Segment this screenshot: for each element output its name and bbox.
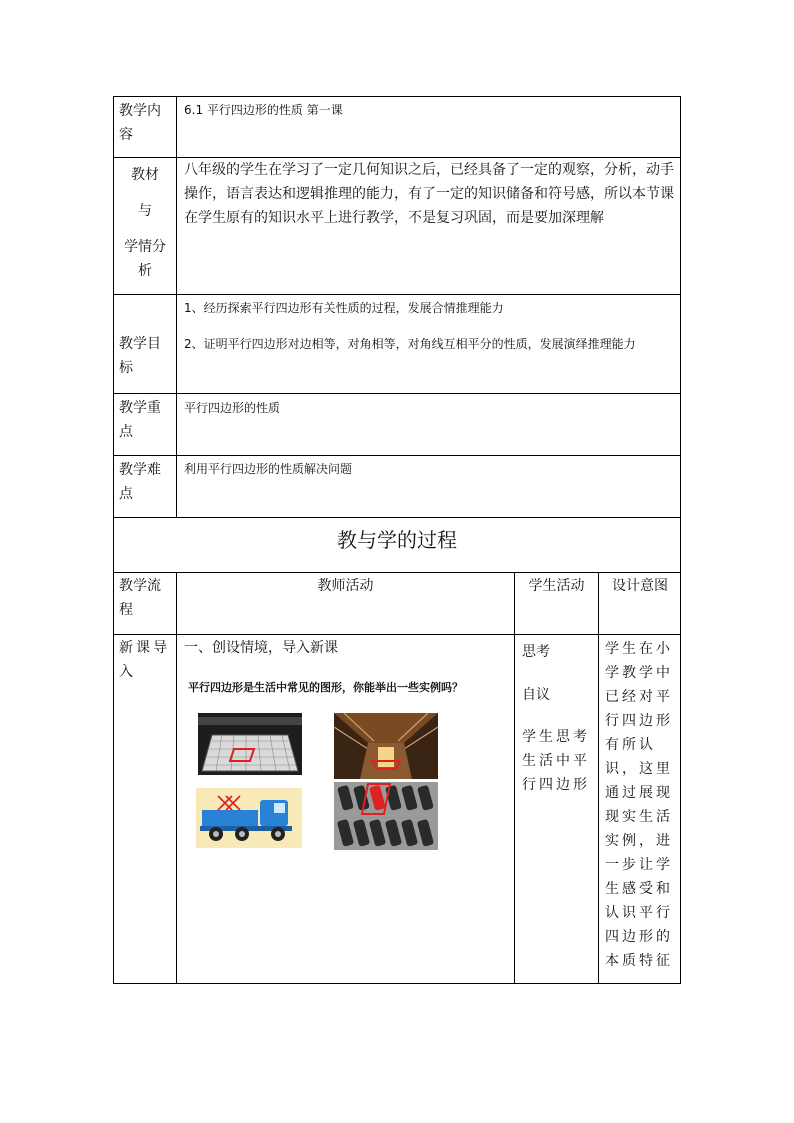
student-discuss: 自议 — [522, 687, 550, 703]
label-content: 教学内容 — [119, 103, 161, 143]
material-text: 八年级的学生在学习了一定几何知识之后，已经具备了一定的观察，分析，动手操作，语言表达和逻辑推理的能力，有了一定的知识储备和符号感，所以本节课在学生原有的知识水平上进行教学，不是复习巩固，而是要加深理解 — [184, 162, 674, 226]
col-header-intent: 设计意图 — [612, 578, 668, 594]
hall-ceiling-image — [334, 713, 438, 779]
key-point-text: 平行四边形的性质 — [184, 401, 281, 415]
col-header-teacher: 教师活动 — [317, 578, 374, 594]
difficulty-text: 利用平行四边形的性质解决问题 — [184, 462, 353, 476]
label-material-3: 学情分 — [124, 239, 166, 255]
row-line — [113, 455, 681, 456]
label-material-1: 教材 — [131, 167, 159, 183]
goal-1: 1、经历探索平行四边形有关性质的过程，发展合情推理能力 — [184, 301, 504, 315]
row-line — [113, 634, 681, 635]
design-intent: 学生在小学教学中已经对平行四边形有所认识，这里通过展现现实生活实例，进一步让学生感受和认识平行四边形的本质特征 — [605, 641, 673, 969]
truck-image — [196, 788, 302, 848]
lesson-title: 6.1 平行四边形的性质 第一课 — [184, 103, 343, 117]
label-key-point: 教学重点 — [119, 400, 161, 440]
label-material-2: 与 — [138, 203, 152, 219]
process-title: 教与学的过程 — [337, 528, 457, 552]
student-activity: 学生思考生活中平行四边形 — [522, 729, 590, 793]
label-goals: 教学目标 — [119, 336, 161, 376]
label-difficulty: 教学难点 — [119, 462, 161, 502]
col-header-stage: 教学流程 — [119, 578, 161, 618]
goal-2: 2、证明平行四边形对边相等，对角相等，对角线互相平分的性质，发展演绎推理能力 — [184, 337, 636, 351]
stage-text: 新课导入 — [119, 640, 170, 680]
row-line — [113, 294, 681, 295]
grid-floor-image — [198, 713, 302, 775]
student-think: 思考 — [522, 644, 550, 660]
row-line — [113, 393, 681, 394]
teacher-heading: 一、创设情境，导入新课 — [184, 640, 338, 656]
label-material-4: 析 — [138, 263, 152, 279]
teacher-question: 平行四边形是生活中常见的图形，你能举出一些实例吗？ — [188, 681, 463, 694]
col-header-student: 学生活动 — [528, 578, 585, 594]
parking-lot-image — [334, 782, 438, 850]
